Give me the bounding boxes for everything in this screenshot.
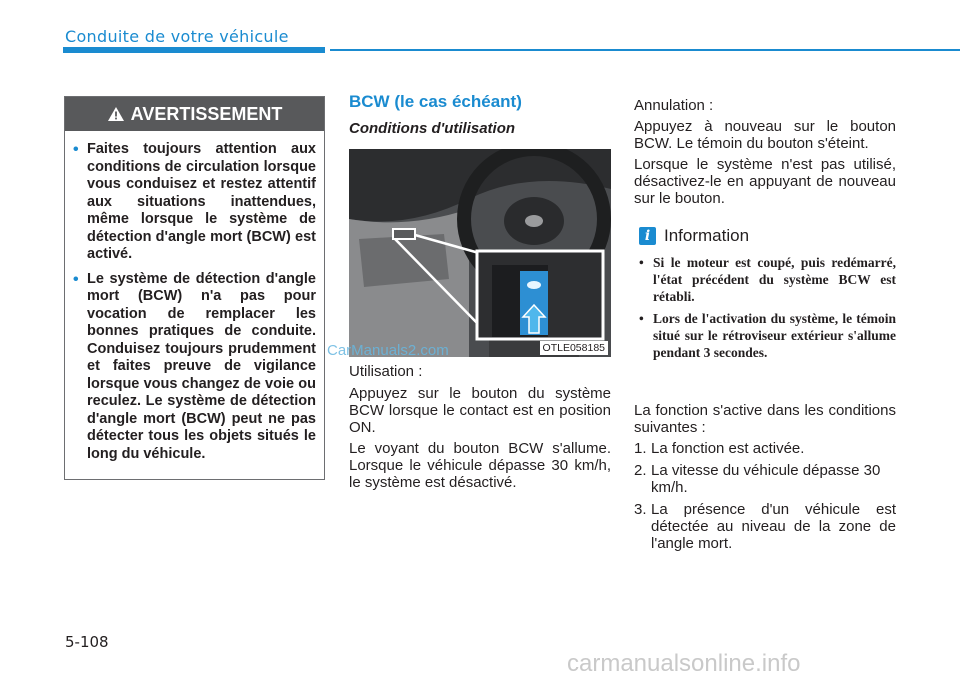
cancel-paragraph-1: Appuyez à nouveau sur le bouton BCW. Le témoin du bouton s'éteint. [634, 118, 896, 152]
warning-item: • Faites toujours attention aux conditions de circulation lorsque vous conduisez et restez attentif aux situations inattendues, même lorsque le système de détection d'angle mort (BCW) est activé. [73, 141, 316, 262]
usage-paragraph-2: Le voyant du bouton BCW s'allume. Lorsque le véhicule dépasse 30 km/h, le système est désactivé. [349, 440, 611, 491]
section-title: Conduite de votre véhicule [65, 27, 289, 46]
activation-intro: La fonction s'active dans les conditions suivantes : [634, 402, 896, 436]
info-icon: i [639, 227, 656, 245]
warning-title: AVERTISSEMENT [130, 103, 283, 124]
site-watermark: carmanualsonline.info [567, 650, 801, 677]
information-item: • Lors de l'activation du système, le témoin situé sur le rétroviseur extérieur s'allume pendant 3 secondes. [639, 311, 896, 360]
warning-triangle-icon [107, 106, 125, 122]
image-code: OTLE058185 [540, 341, 608, 355]
information-item: • Si le moteur est coupé, puis redémarré, l'état précédent du système BCW est rétabli. [639, 255, 896, 304]
warning-box [64, 96, 325, 480]
information-title: Information [664, 226, 750, 245]
page-number: 5-108 [65, 633, 109, 651]
information-list [639, 254, 896, 366]
warning-item: • Le système de détection d'angle mort (BCW) n'a pas pour vocation de remplacer les bonnes pratiques de conduite. Conduisez toujours prudemment et faites preuve de vigilance lorsque vous changez de voie ou reculez. Le système de détection d'angle mort (BCW) peut ne pas détecter tous les objets situés le long du véhicule. [73, 270, 316, 462]
conditions-subheading: Conditions d'utilisation [349, 120, 516, 137]
information-header [639, 226, 749, 246]
watermark: CarManuals2.com [327, 342, 449, 359]
activation-item: 1. La fonction est activée. [634, 440, 805, 457]
activation-list [634, 440, 896, 557]
header-rule-thick [63, 47, 325, 53]
usage-paragraph-1: Appuyez sur le bouton du système BCW lorsque le contact est en position ON. [349, 385, 611, 436]
bcw-heading: BCW (le cas échéant) [349, 92, 522, 111]
cancel-label: Annulation : [634, 97, 714, 114]
warning-header [65, 97, 324, 131]
cancel-paragraph-2: Lorsque le système n'est pas utilisé, désactivez-le en appuyant de nouveau sur le bouton. [634, 156, 896, 207]
warning-list [65, 131, 324, 463]
dashboard-photo [349, 149, 611, 357]
activation-item: 2. La vitesse du véhicule dépasse 30 km/h. [634, 462, 881, 496]
header-rule-thin [330, 49, 960, 51]
usage-label: Utilisation : [349, 363, 423, 380]
activation-item: 3. La présence d'un véhicule est détectée au niveau de la zone de l'angle mort. [634, 501, 896, 552]
